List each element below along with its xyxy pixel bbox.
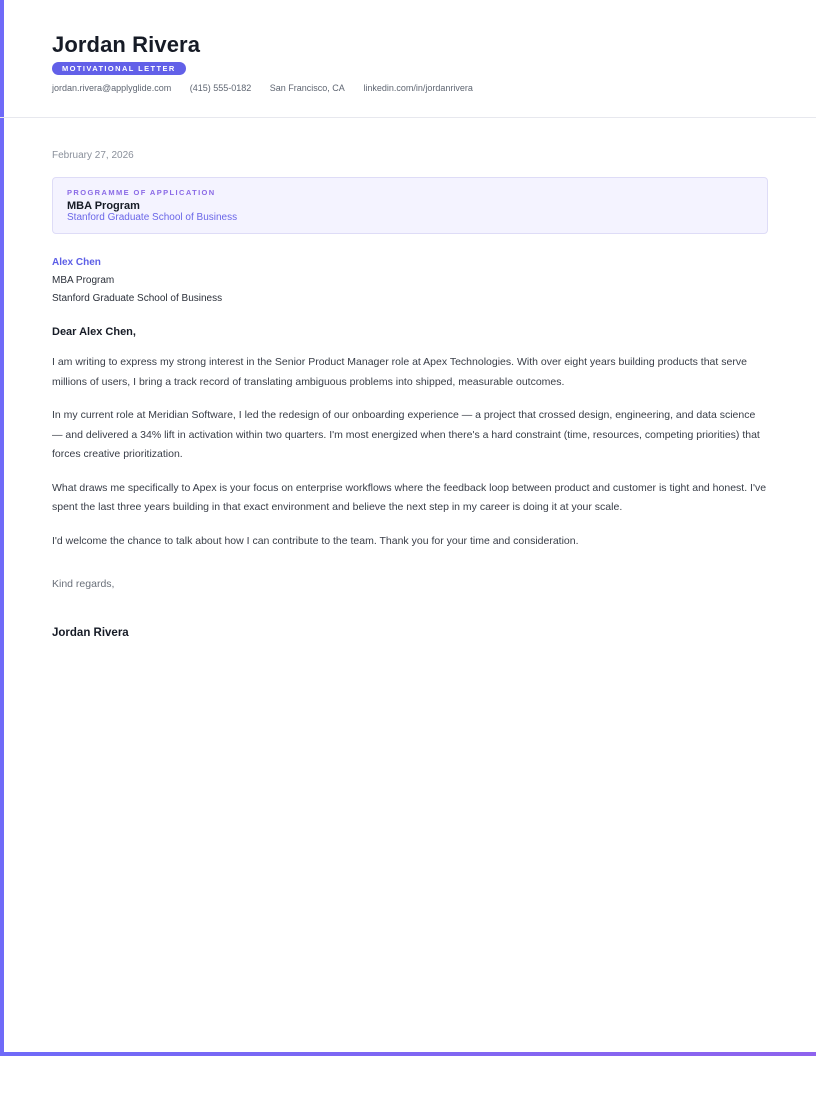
recipient-name: Alex Chen [52,257,101,268]
programme-school: Stanford Graduate School of Business [67,212,238,223]
contact-phone: (415) 555-0182 [189,83,252,93]
body-paragraph: In my current role at Meridian Software, I led the redesign of our onboarding experience — a project that crossed design, engineering, and data science — and delivered a 34% lift in activation within two quarters. I'm most energized when there's a hard constraint (time, resources, competing priorities) that forces creative prioritization. [52,409,760,460]
bottom-accent-bar [0,1052,816,1056]
recipient-program: MBA Program [52,275,115,286]
body-paragraph: What draws me specifically to Apex is your focus on enterprise workflows where the feedback loop between product and customer is tight and honest. I've spent the last three years building in that exact environment and believe the next step in my career is doing it at your scale. [52,481,767,513]
closing-line: Kind regards, [52,578,115,590]
contact-line [52,83,489,94]
contact-linkedin: linkedin.com/in/jordanrivera [363,83,473,93]
recipient-block [52,254,222,308]
signature-name: Jordan Rivera [52,627,129,639]
salutation: Dear Alex Chen, [52,326,136,338]
body-paragraph: I'd welcome the chance to talk about how I can contribute to the team. Thank you for your time and consideration. [52,534,579,547]
letter-header [0,0,816,118]
programme-title: MBA Program [67,200,140,212]
recipient-school: Stanford Graduate School of Business [52,293,223,304]
document-type-badge: MOTIVATIONAL LETTER [52,62,186,75]
programme-card [52,177,768,234]
letter-body [52,353,768,565]
applicant-name: Jordan Rivera [52,32,201,57]
letter-date: February 27, 2026 [52,150,134,161]
contact-email: jordan.rivera@applyglide.com [52,83,172,93]
contact-location: San Francisco, CA [269,83,345,93]
body-paragraph: I am writing to express my strong interest in the Senior Product Manager role at Apex Technologies. With over eight years building products that serve millions of users, I bring a track record of translating ambiguous problems into shipped, measurable outcomes. [52,356,747,388]
left-accent-bar [0,0,4,1056]
programme-label: PROGRAMME OF APPLICATION [67,188,216,197]
